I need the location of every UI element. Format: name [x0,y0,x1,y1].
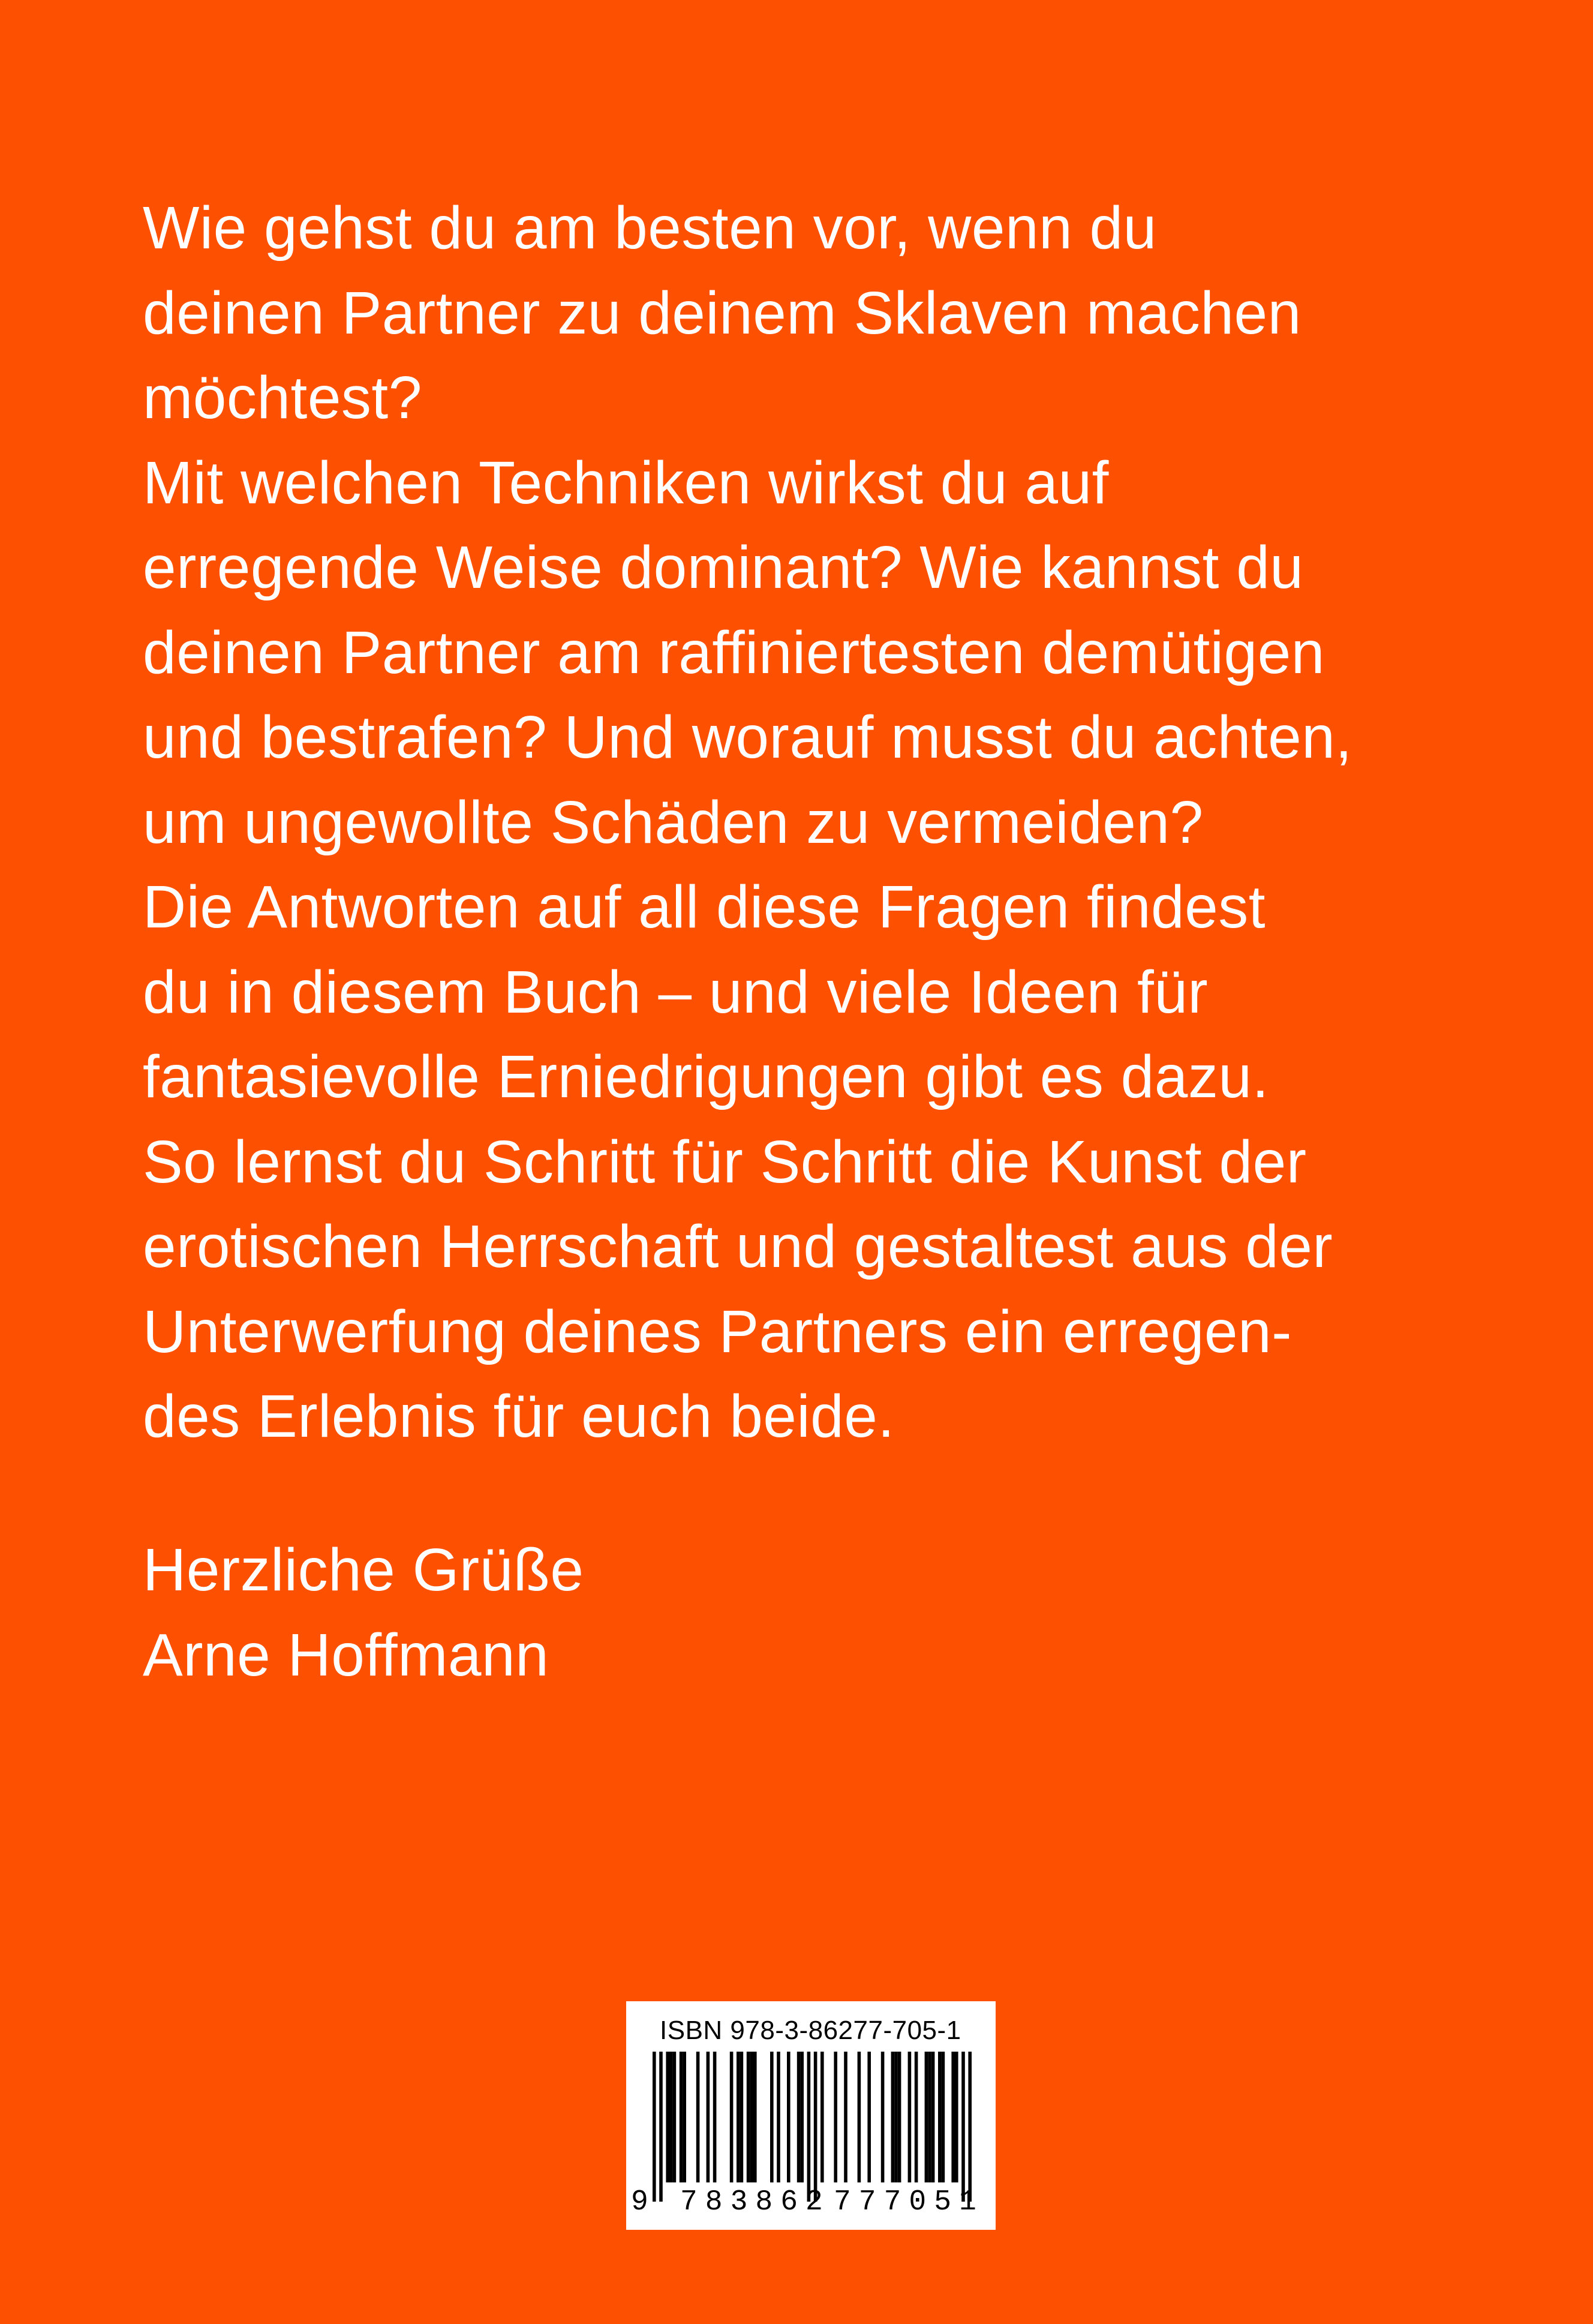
barcode-bar [894,2052,898,2182]
barcode-bar [666,2052,669,2182]
barcode-bar [800,2052,804,2182]
barcode-bar [898,2052,901,2182]
barcode-bar [881,2052,885,2182]
barcode-bar [938,2052,942,2182]
back-cover-blurb [143,186,1522,1460]
isbn-barcode [626,2001,996,2230]
barcode-guard-bar [968,2052,972,2202]
barcode-bar [669,2052,673,2182]
barcode-bar [740,2052,744,2182]
barcode-bar [680,2052,683,2182]
barcode-guard-bar [807,2052,811,2202]
blurb-line: Unterwerfung deines Partners ein erregen- [143,1298,1292,1365]
blurb-line: fantasievolle Erniedrigungen gibt es dazu. [143,1043,1269,1110]
barcode-bar [820,2052,824,2182]
barcode-guard-bar [653,2052,656,2202]
blurb-line: Wie gehst du am besten vor, wenn du [143,194,1157,262]
blurb-line: erotischen Herrschaft und gestaltest aus der [143,1213,1333,1280]
blurb-line: Mit welchen Techniken wirkst du auf [143,449,1109,517]
barcode-bar [942,2052,945,2182]
barcode-bar [955,2052,958,2182]
barcode-first-digit: 9 [631,2186,648,2218]
barcode-bar [891,2052,895,2182]
barcode-bar [787,2052,791,2182]
barcode-left-digits: 783862 [680,2186,831,2218]
barcode-bar [797,2052,801,2182]
barcode-bar [908,2052,912,2182]
blurb-line: und bestrafen? Und worauf musst du achten, [143,704,1352,771]
barcode-guard-bar [961,2052,965,2202]
barcode-bar [925,2052,928,2182]
barcode-guard-bar [814,2052,817,2202]
signoff [143,1528,584,1698]
barcode-right-digits: 777051 [834,2186,984,2218]
blurb-line: erregende Weise dominant? Wie kannst du [143,534,1304,601]
barcode-bar [707,2052,710,2182]
barcode-bar [928,2052,931,2182]
blurb-line: möchtest? [143,364,422,431]
isbn-label: ISBN 978-3-86277-705-1 [660,2016,961,2045]
blurb-line: Die Antworten auf all diese Fragen findest [143,873,1266,941]
barcode-bar [747,2052,750,2182]
author-name: Arne Hoffmann [143,1621,549,1689]
barcode-bar [844,2052,847,2182]
barcode-bar [834,2052,837,2182]
barcode-bar [931,2052,935,2182]
barcode-bar [867,2052,871,2182]
barcode-bar [696,2052,700,2182]
barcode-bar [777,2052,780,2182]
barcode-bar [713,2052,717,2182]
blurb-line: So lernst du Schritt für Schritt die Kunst der [143,1128,1307,1196]
barcode-guard-bar [659,2052,663,2202]
blurb-line: des Erlebnis für euch beide. [143,1383,895,1450]
barcode-bar [915,2052,918,2182]
greeting-text: Herzliche Grüße [143,1536,584,1604]
barcode-bar [770,2052,774,2182]
barcode-bar [683,2052,686,2182]
barcode-bar [737,2052,740,2182]
barcode-bar [673,2052,677,2182]
barcode-bar [753,2052,757,2182]
blurb-line: deinen Partner am raffiniertesten demütigen [143,618,1325,686]
barcode-bar [750,2052,753,2182]
blurb-line: du in diesem Buch – und viele Ideen für [143,958,1209,1026]
barcode-bar [951,2052,955,2182]
blurb-line: um ungewollte Schäden zu vermeiden? [143,788,1204,856]
barcode-bar [730,2052,734,2182]
blurb-line: deinen Partner zu deinem Sklaven machen [143,279,1302,347]
barcode-bar [858,2052,861,2182]
